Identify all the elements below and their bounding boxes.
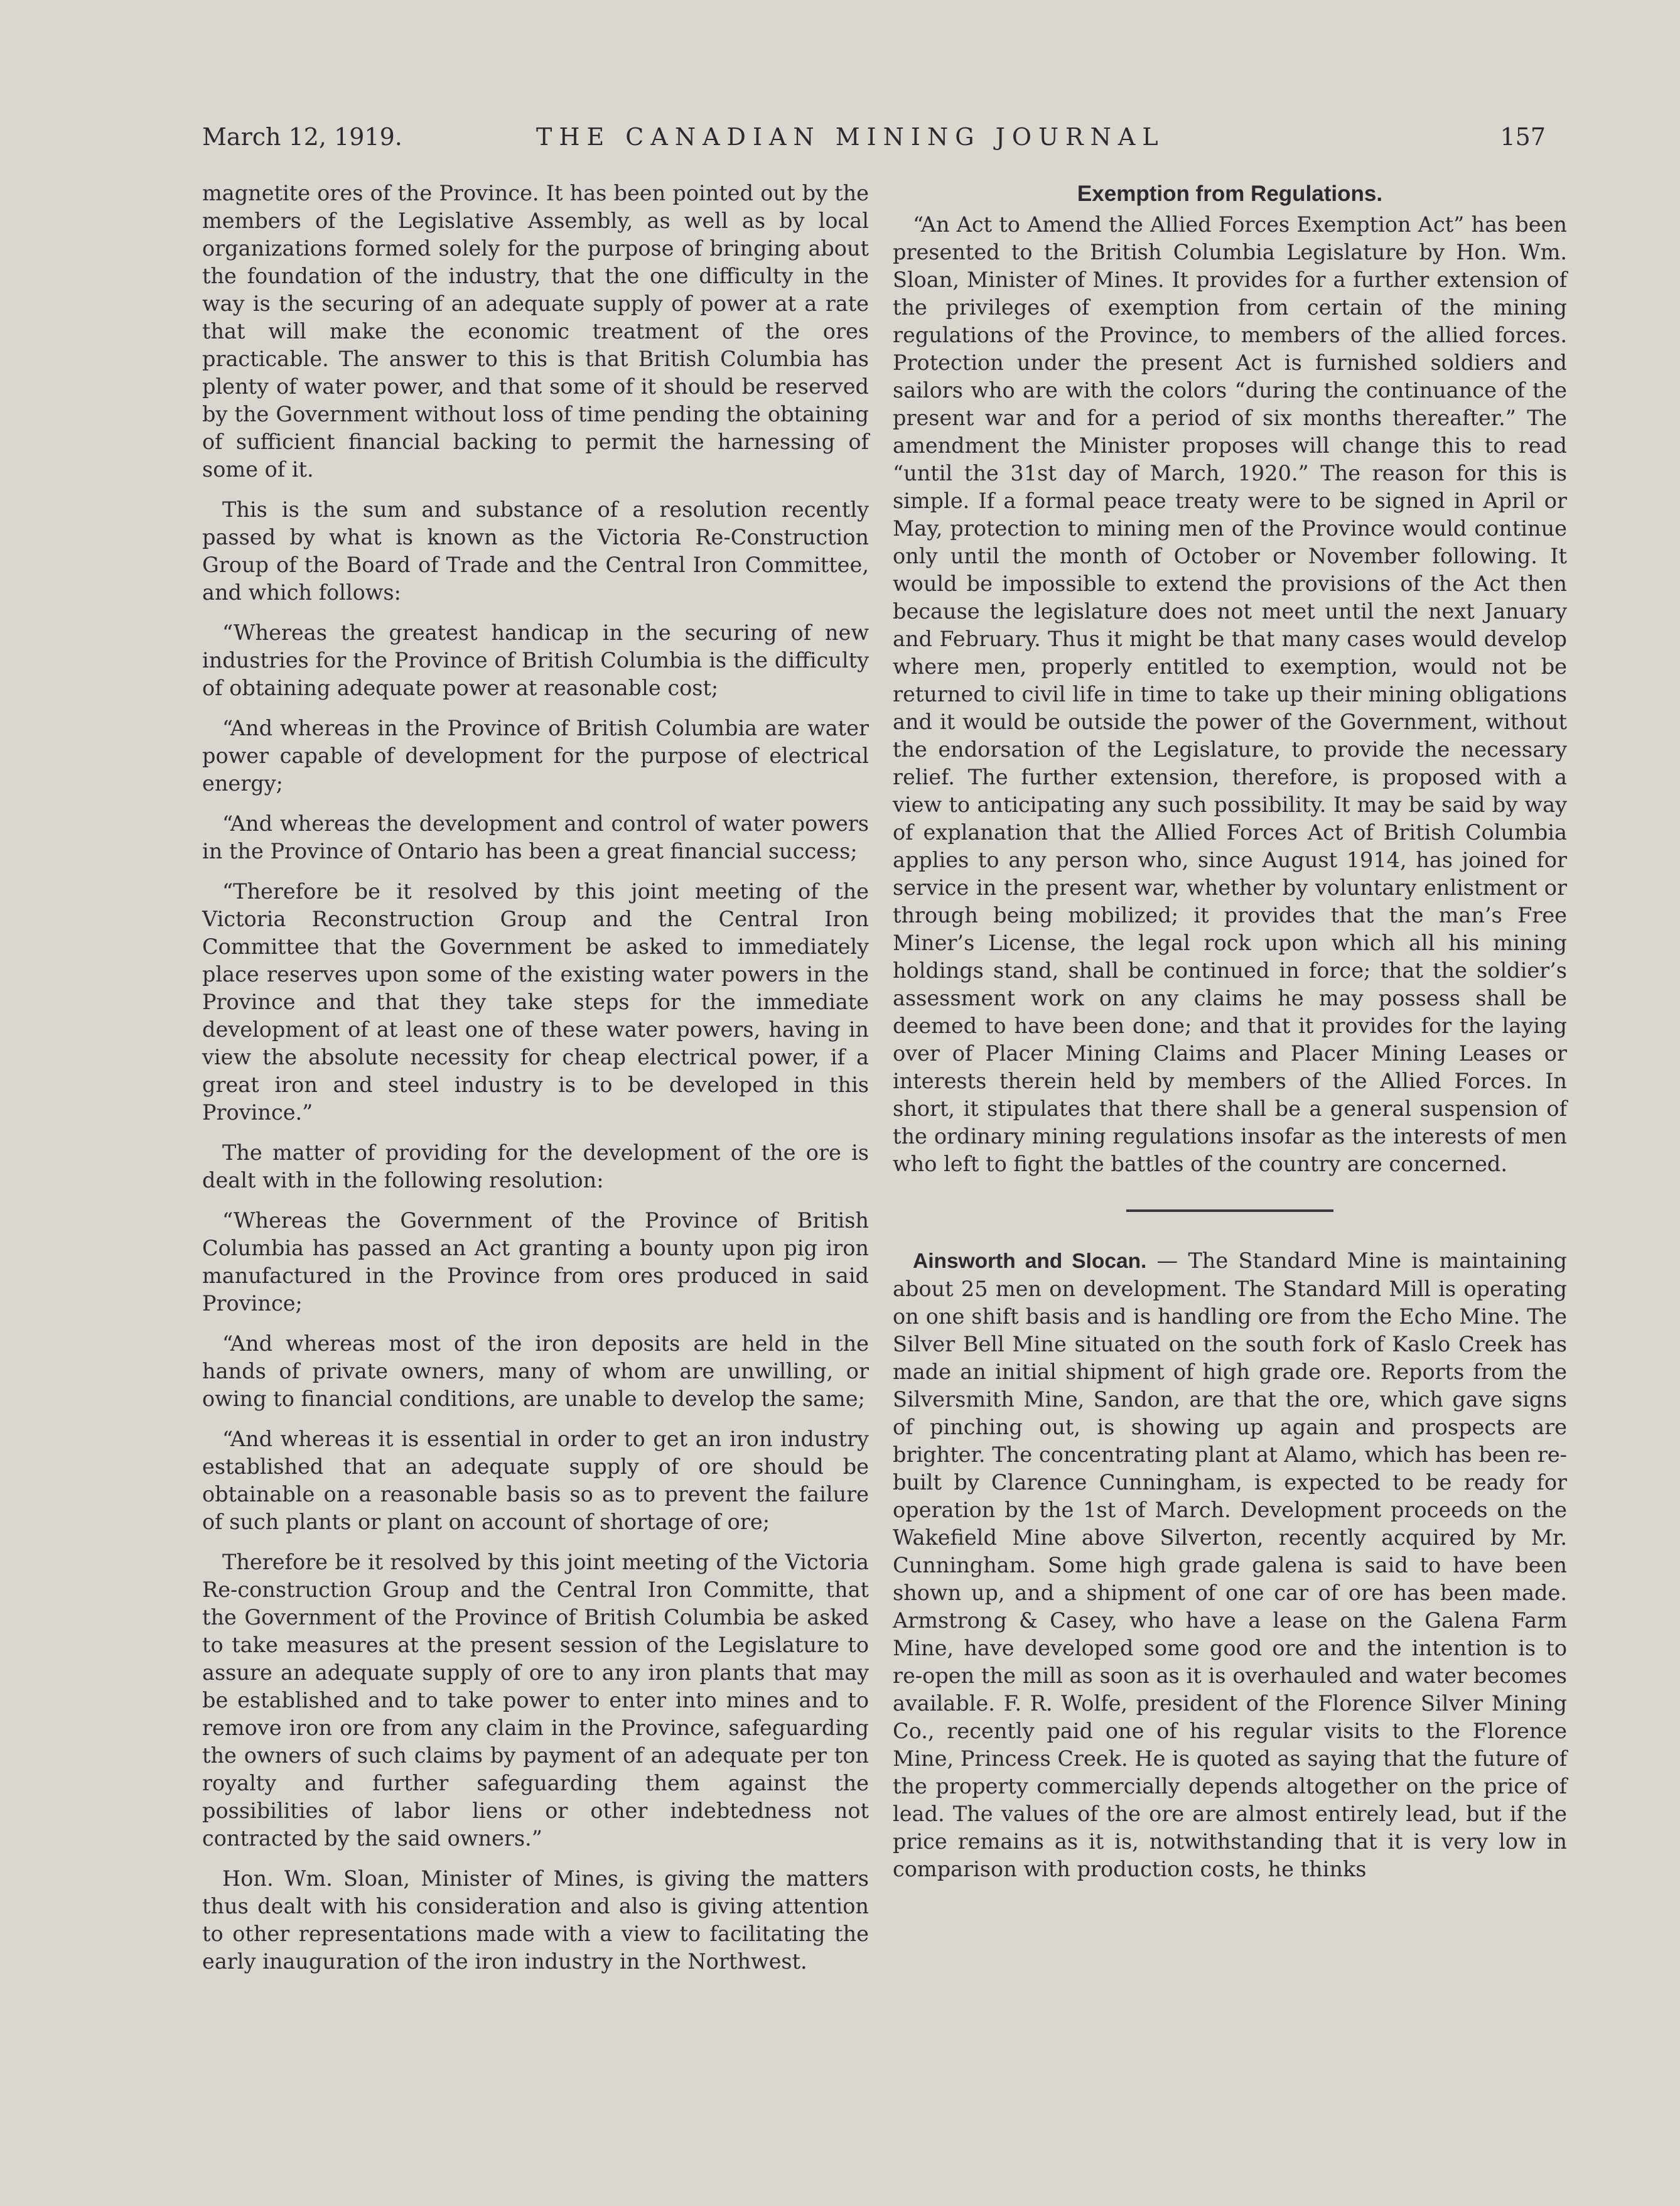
- section-divider: [1126, 1209, 1333, 1212]
- news-text: — The Standard Mine is maintaining about 25 men on development. The Standard Mill is operating on one shift basis and is handling ore from the Echo Mine. The Silver Bell Mine situated on the south fork of Kaslo Creek has made an initial shipment of high grade ore. Reports from the Silversmith Mine, Sandon, are that the ore, which gave signs of pinching out, is showing up again and prospects are brighter. The concentrating plant at Alamo, which has been re-built by Clarence Cunningham, is expected to be ready for operation by the 1st of March. Development proceeds on the Wakefield Mine above Silverton, recently acquired by Mr. Cunningham. Some high grade galena is said to have been shown up, and a shipment of one car of ore has been made. Armstrong & Casey, who have a lease on the Galena Farm Mine, have developed some good ore and the intention is to re-open the mill as soon as it is overhauled and water becomes available. F. R. Wolfe, president of the Florence Silver Mining Co., recently paid one of his regular visits to the Florence Mine, Princess Creek. He is quoted as saying that the future of the property commercially depends altogether on the price of lead. The values of the ore are almost entirely lead, but if the price remains as it is, notwithstanding that it is very low in comparison with production costs, he thinks: [893, 1248, 1567, 1881]
- paragraph: “And whereas it is essential in order to get an iron industry established that an adequate supply of ore should be obtainable on a reasonable basis so as to prevent the failure of such plants or plant on account of shortage of ore;: [202, 1427, 869, 1534]
- left-column: [202, 180, 869, 1988]
- paragraph: “And whereas in the Province of British Columbia are water power capable of development for the purpose of electrical energy;: [202, 716, 869, 796]
- paragraph: “Whereas the Government of the Province of British Columbia has passed an Act granting a bounty upon pig iron manufactured in the Province from ores produced in said Province;: [202, 1208, 869, 1316]
- paragraph: The matter of providing for the development of the ore is dealt with in the following resolution:: [202, 1140, 869, 1192]
- journal-title: THE CANADIAN MINING JOURNAL: [536, 123, 1165, 151]
- paragraph: “An Act to Amend the Allied Forces Exemption Act” has been presented to the British Columbia Legislature by Hon. Wm. Sloan, Minister of Mines. It provides for a further extension of the privileges of exemption from certain of the mining regulations of the Province, to members of the allied forces. Protection under the present Act is furnished soldiers and sailors who are with the colors “during the continuance of the present war and for a period of six months thereafter.” The amendment the Minister proposes will change this to read “until the 31st day of March, 1920.” The reason for this is simple. If a formal peace treaty were to be signed in April or May, protection to mining men of the Province would continue only until the month of October or November following. It would be impossible to extend the provisions of the Act then because the legislature does not meet until the next January and February. Thus it might be that many cases would develop where men, properly entitled to exemption, would not be returned to civil life in time to take up their mining obligations and it would be outside the power of the Government, without the endorsation of the Legislature, to provide the necessary relief. The further extension, therefore, is proposed with a view to anticipating any such possibility. It may be said by way of explanation that the Allied Forces Act of British Columbia applies to any person who, since August 1914, has joined for service in the present war, whether by voluntary enlistment or through being mobilized; it provides that the man’s Free Miner’s License, the legal rock upon which all his mining holdings stand, shall be continued in force; that the soldier’s assessment work on any claims he may possess shall be deemed to have been done; and that it provides for the laying over of Placer Mining Claims and Placer Mining Leases or interests therein held by members of the Allied Forces. In short, it stipulates that there shall be a general suspension of the ordinary mining regulations insofar as the interests of men who left to fight the battles of the country are concerned.: [893, 212, 1567, 1176]
- issue-date: March 12, 1919.: [202, 123, 402, 151]
- paragraph: “And whereas the development and control of water powers in the Province of Ontario has been a great financial success;: [202, 811, 869, 863]
- paragraph: Therefore be it resolved by this joint meeting of the Victoria Re-construction Group and the Central Iron Committe, that the Government of the Province of British Columbia be asked to take measures at the present session of the Legislature to assure an adequate supply of ore to any iron plants that may be established and to take power to enter into mines and to remove iron ore from any claim in the Province, safeguarding the owners of such claims by payment of an adequate per ton royalty and further safeguarding them against the possibilities of labor liens or other indebtedness not contracted by the said owners.”: [202, 1550, 869, 1851]
- news-paragraph: [893, 1247, 1567, 1883]
- paragraph: Hon. Wm. Sloan, Minister of Mines, is giving the matters thus dealt with his consideration and also is giving attention to other representations made with a view to facilitating the early inauguration of the iron industry in the Northwest.: [202, 1866, 869, 1974]
- paragraph: “Therefore be it resolved by this joint meeting of the Victoria Reconstruction Group and the Central Iron Committee that the Government be asked to immediately place reserves upon some of the existing water powers in the Province and that they take steps for the immediate development of at least one of these water powers, having in view the absolute necessity for cheap electrical power, if a great iron and steel industry is to be developed in this Province.”: [202, 879, 869, 1125]
- running-header: [202, 123, 1546, 161]
- paragraph: “And whereas most of the iron deposits are held in the hands of private owners, many of whom are unwilling, or owing to financial conditions, are unable to develop the same;: [202, 1331, 869, 1411]
- news-lead: Ainsworth and Slocan.: [913, 1250, 1147, 1273]
- paragraph: “Whereas the greatest handicap in the securing of new industries for the Province of British Columbia is the difficulty of obtaining adequate power at reasonable cost;: [202, 620, 869, 700]
- paragraph: magnetite ores of the Province. It has been pointed out by the members of the Legislative Assembly, as well as by local organizations formed solely for the purpose of bringing about the foundation of the industry, that the one difficulty in the way is the securing of an adequate supply of power at a rate that will make the economic treatment of the ores practicable. The answer to this is that British Columbia has plenty of water power, and that some of it should be reserved by the Government without loss of time pending the obtaining of sufficient financial backing to permit the harnessing of some of it.: [202, 181, 869, 482]
- section-heading: Exemption from Regulations.: [1077, 181, 1383, 206]
- page-number: 157: [1500, 123, 1546, 151]
- paragraph: This is the sum and substance of a resolution recently passed by what is known as the Victoria Re-Construction Group of the Board of Trade and the Central Iron Committee, and which follows:: [202, 497, 869, 605]
- right-column: [893, 180, 1567, 1896]
